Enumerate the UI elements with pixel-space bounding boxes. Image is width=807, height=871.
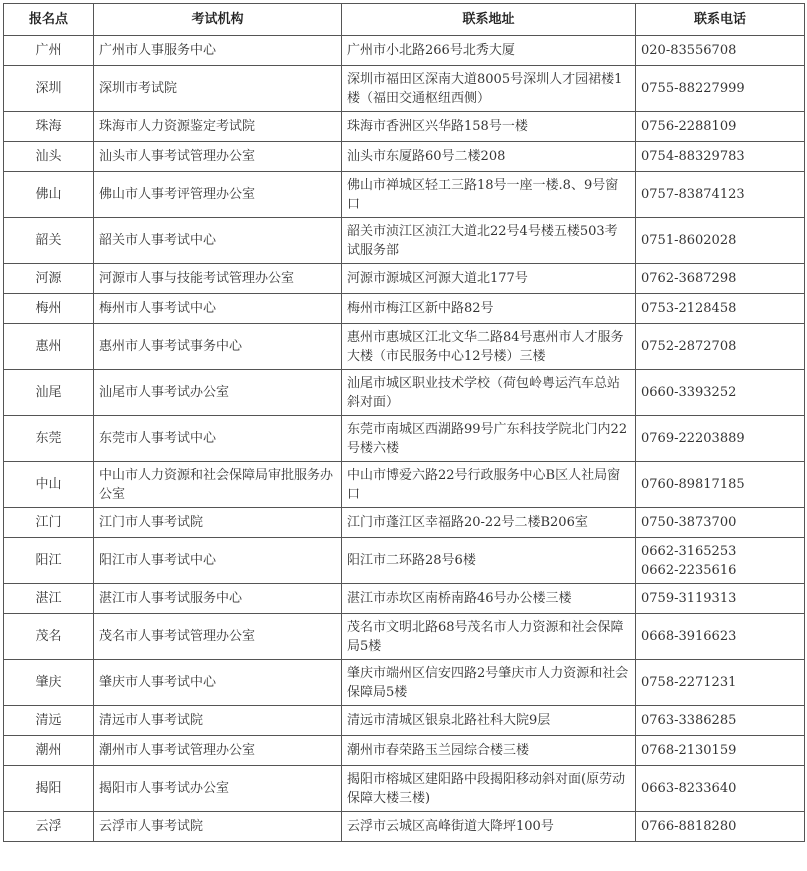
phone-number: 020-83556708 bbox=[641, 43, 737, 58]
cell-org: 阳江市人事考试中心 bbox=[94, 538, 342, 584]
cell-org: 汕头市人事考试管理办公室 bbox=[94, 142, 342, 172]
cell-address: 珠海市香洲区兴华路158号一楼 bbox=[342, 112, 636, 142]
table-row bbox=[4, 660, 805, 706]
cell-org: 江门市人事考试院 bbox=[94, 508, 342, 538]
table-row bbox=[4, 370, 805, 416]
cell-org: 珠海市人力资源鉴定考试院 bbox=[94, 112, 342, 142]
header-org: 考试机构 bbox=[94, 4, 342, 36]
cell-site: 梅州 bbox=[4, 294, 94, 324]
cell-address: 河源市源城区河源大道北177号 bbox=[342, 264, 636, 294]
cell-phone bbox=[636, 660, 805, 706]
cell-address: 梅州市梅江区新中路82号 bbox=[342, 294, 636, 324]
cell-site: 韶关 bbox=[4, 218, 94, 264]
phone-number: 0758-2271231 bbox=[641, 675, 737, 690]
header-site: 报名点 bbox=[4, 4, 94, 36]
table-row bbox=[4, 66, 805, 112]
cell-address: 韶关市浈江区浈江大道北22号4号楼五楼503考试服务部 bbox=[342, 218, 636, 264]
cell-address: 云浮市云城区高峰街道大降坪100号 bbox=[342, 812, 636, 842]
cell-org: 汕尾市人事考试办公室 bbox=[94, 370, 342, 416]
cell-org: 湛江市人事考试服务中心 bbox=[94, 584, 342, 614]
phone-number: 0662-2235616 bbox=[641, 562, 737, 578]
cell-address: 江门市蓬江区幸福路20-22号二楼B206室 bbox=[342, 508, 636, 538]
table-row bbox=[4, 112, 805, 142]
table-row bbox=[4, 142, 805, 172]
phone-number: 0751-8602028 bbox=[641, 233, 737, 248]
cell-address: 肇庆市端州区信安四路2号肇庆市人力资源和社会保障局5楼 bbox=[342, 660, 636, 706]
phone-number: 0757-83874123 bbox=[641, 187, 745, 202]
phone-number: 0752-2872708 bbox=[641, 339, 737, 354]
cell-address: 广州市小北路266号北秀大厦 bbox=[342, 36, 636, 66]
header-phone: 联系电话 bbox=[636, 4, 805, 36]
table-row bbox=[4, 172, 805, 218]
cell-phone bbox=[636, 264, 805, 294]
table-row bbox=[4, 36, 805, 66]
cell-site: 茂名 bbox=[4, 614, 94, 660]
cell-org: 河源市人事与技能考试管理办公室 bbox=[94, 264, 342, 294]
cell-phone bbox=[636, 614, 805, 660]
cell-address: 汕尾市城区职业技术学校（荷包岭粤运汽车总站斜对面） bbox=[342, 370, 636, 416]
cell-site: 深圳 bbox=[4, 66, 94, 112]
cell-site: 汕尾 bbox=[4, 370, 94, 416]
phone-number: 0663-8233640 bbox=[641, 781, 737, 796]
cell-address: 汕头市东厦路60号二楼208 bbox=[342, 142, 636, 172]
cell-address: 阳江市二环路28号6楼 bbox=[342, 538, 636, 584]
cell-site: 云浮 bbox=[4, 812, 94, 842]
cell-phone bbox=[636, 416, 805, 462]
cell-site: 清远 bbox=[4, 706, 94, 736]
cell-phone bbox=[636, 766, 805, 812]
cell-org: 梅州市人事考试中心 bbox=[94, 294, 342, 324]
phone-number: 0769-22203889 bbox=[641, 431, 745, 446]
table-row bbox=[4, 324, 805, 370]
phone-number: 0755-88227999 bbox=[641, 81, 745, 96]
table-row bbox=[4, 538, 805, 584]
cell-address: 中山市博爱六路22号行政服务中心B区人社局窗口 bbox=[342, 462, 636, 508]
cell-site: 河源 bbox=[4, 264, 94, 294]
phone-number: 0660-3393252 bbox=[641, 385, 737, 400]
cell-org: 韶关市人事考试中心 bbox=[94, 218, 342, 264]
table-row bbox=[4, 736, 805, 766]
cell-site: 东莞 bbox=[4, 416, 94, 462]
header-row bbox=[4, 4, 805, 36]
phone-number: 0662-3165253 bbox=[641, 543, 737, 559]
cell-address: 揭阳市榕城区建阳路中段揭阳移动斜对面(原劳动保障大楼三楼) bbox=[342, 766, 636, 812]
cell-address: 潮州市春荣路玉兰园综合楼三楼 bbox=[342, 736, 636, 766]
cell-site: 潮州 bbox=[4, 736, 94, 766]
header-address: 联系地址 bbox=[342, 4, 636, 36]
cell-phone bbox=[636, 218, 805, 264]
cell-phone bbox=[636, 324, 805, 370]
phone-number: 0763-3386285 bbox=[641, 713, 737, 728]
table-row bbox=[4, 462, 805, 508]
cell-org: 佛山市人事考评管理办公室 bbox=[94, 172, 342, 218]
cell-org: 茂名市人事考试管理办公室 bbox=[94, 614, 342, 660]
table-row bbox=[4, 218, 805, 264]
cell-phone bbox=[636, 36, 805, 66]
phone-number: 0762-3687298 bbox=[641, 271, 737, 286]
phone-number: 0750-3873700 bbox=[641, 515, 737, 530]
cell-site: 广州 bbox=[4, 36, 94, 66]
table-row bbox=[4, 706, 805, 736]
cell-org: 肇庆市人事考试中心 bbox=[94, 660, 342, 706]
cell-phone bbox=[636, 508, 805, 538]
phone-number: 0668-3916623 bbox=[641, 629, 737, 644]
cell-phone bbox=[636, 584, 805, 614]
cell-org: 东莞市人事考试中心 bbox=[94, 416, 342, 462]
phone-number: 0754-88329783 bbox=[641, 149, 745, 164]
cell-site: 肇庆 bbox=[4, 660, 94, 706]
phone-number: 0759-3119313 bbox=[641, 591, 737, 606]
cell-site: 珠海 bbox=[4, 112, 94, 142]
cell-phone bbox=[636, 294, 805, 324]
table-row bbox=[4, 812, 805, 842]
cell-phone bbox=[636, 142, 805, 172]
table-row bbox=[4, 416, 805, 462]
phone-number: 0768-2130159 bbox=[641, 743, 737, 758]
table-row bbox=[4, 294, 805, 324]
table-row bbox=[4, 584, 805, 614]
cell-site: 揭阳 bbox=[4, 766, 94, 812]
cell-org: 清远市人事考试院 bbox=[94, 706, 342, 736]
table-row bbox=[4, 508, 805, 538]
cell-org: 中山市人力资源和社会保障局审批服务办公室 bbox=[94, 462, 342, 508]
cell-site: 湛江 bbox=[4, 584, 94, 614]
cell-phone bbox=[636, 736, 805, 766]
cell-address: 惠州市惠城区江北文华二路84号惠州市人才服务大楼（市民服务中心12号楼）三楼 bbox=[342, 324, 636, 370]
cell-phone bbox=[636, 370, 805, 416]
table-row bbox=[4, 766, 805, 812]
phone-number: 0756-2288109 bbox=[641, 119, 737, 134]
phone-number: 0760-89817185 bbox=[641, 477, 745, 492]
cell-site: 佛山 bbox=[4, 172, 94, 218]
cell-phone bbox=[636, 172, 805, 218]
cell-phone bbox=[636, 112, 805, 142]
cell-address: 佛山市禅城区轻工三路18号一座一楼.8、9号窗口 bbox=[342, 172, 636, 218]
cell-org: 云浮市人事考试院 bbox=[94, 812, 342, 842]
cell-org: 广州市人事服务中心 bbox=[94, 36, 342, 66]
cell-phone bbox=[636, 462, 805, 508]
cell-phone bbox=[636, 538, 805, 584]
exam-sites-table bbox=[3, 3, 805, 842]
cell-address: 清远市清城区银泉北路社科大院9层 bbox=[342, 706, 636, 736]
cell-phone bbox=[636, 66, 805, 112]
table-row bbox=[4, 614, 805, 660]
table-row bbox=[4, 264, 805, 294]
cell-address: 湛江市赤坎区南桥南路46号办公楼三楼 bbox=[342, 584, 636, 614]
phone-number: 0766-8818280 bbox=[641, 819, 737, 834]
cell-address: 深圳市福田区深南大道8005号深圳人才园裙楼1楼（福田交通枢纽西侧） bbox=[342, 66, 636, 112]
cell-site: 汕头 bbox=[4, 142, 94, 172]
cell-phone bbox=[636, 706, 805, 736]
cell-site: 中山 bbox=[4, 462, 94, 508]
cell-address: 东莞市南城区西湖路99号广东科技学院北门内22号楼六楼 bbox=[342, 416, 636, 462]
cell-org: 揭阳市人事考试办公室 bbox=[94, 766, 342, 812]
table-body bbox=[4, 36, 805, 842]
cell-site: 江门 bbox=[4, 508, 94, 538]
cell-org: 惠州市人事考试事务中心 bbox=[94, 324, 342, 370]
cell-address: 茂名市文明北路68号茂名市人力资源和社会保障局5楼 bbox=[342, 614, 636, 660]
cell-org: 深圳市考试院 bbox=[94, 66, 342, 112]
phone-number: 0753-2128458 bbox=[641, 301, 737, 316]
cell-phone bbox=[636, 812, 805, 842]
cell-org: 潮州市人事考试管理办公室 bbox=[94, 736, 342, 766]
cell-site: 惠州 bbox=[4, 324, 94, 370]
cell-site: 阳江 bbox=[4, 538, 94, 584]
